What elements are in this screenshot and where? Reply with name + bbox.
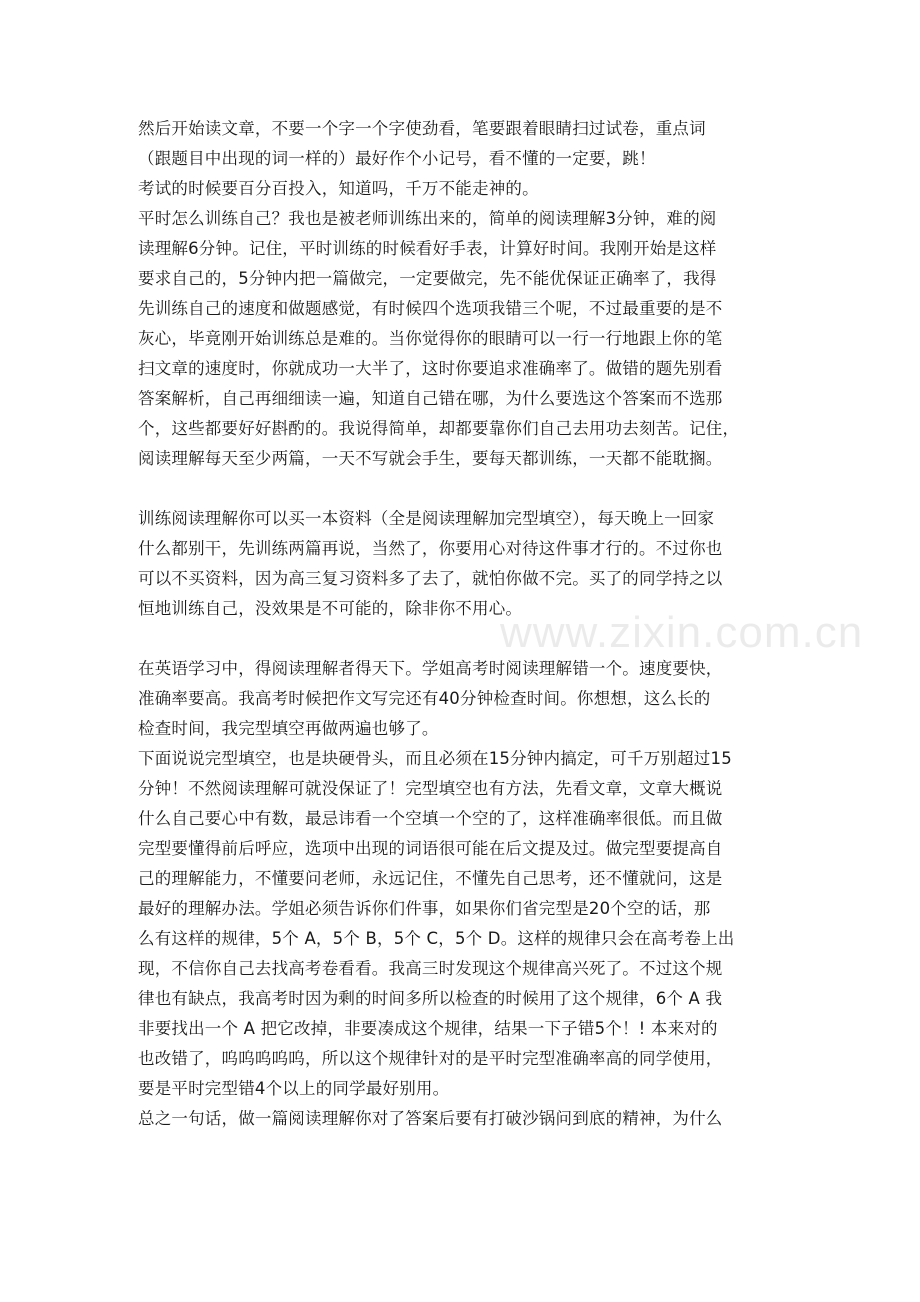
section-reading-tips: [138, 114, 786, 474]
text-line: 读理解6分钟。记住，平时训练的时候看好手表，计算好时间。我刚开始是这样: [138, 239, 717, 258]
text-line: 扫文章的速度时，你就成功一大半了，这时你要追求准确率了。做错的题先别看: [138, 359, 723, 378]
text-line: 阅读理解每天至少两篇，一天不写就会手生，要每天都训练，一天都不能耽搁。: [138, 449, 723, 468]
text-line: 要求自己的，5分钟内把一篇做完，一定要做完，先不能优保证正确率了，我得: [138, 269, 717, 288]
text-line: 训练阅读理解你可以买一本资料（全是阅读理解加完型填空），每天晚上一回家: [138, 509, 715, 528]
text-line: 答案解析，自己再细细读一遍，知道自己错在哪，为什么要选这个答案而不选那: [138, 389, 723, 408]
text-line: 律也有缺点，我高考时因为剩的时间多所以检查的时候用了这个规律，6个 A 我: [138, 989, 723, 1008]
text-line: 完型要懂得前后呼应，选项中出现的词语很可能在后文提及过。做完型要提高自: [138, 839, 723, 858]
text-line: 己的理解能力，不懂要问老师，永远记住，不懂先自己思考，还不懂就问，这是: [138, 869, 723, 888]
text-line: 什么都别干，先训练两篇再说，当然了，你要用心对待这件事才行的。不过你也: [138, 539, 723, 558]
text-line: 非要找出一个 A 把它改掉，非要凑成这个规律，结果一下子错5个！! 本来对的: [138, 1019, 718, 1038]
text-line: 先训练自己的速度和做题感觉，有时候四个选项我错三个呢，不过最重要的是不: [138, 299, 723, 318]
text-line: 平时怎么训练自己？我也是被老师训练出来的，简单的阅读理解3分钟，难的阅: [138, 209, 717, 228]
text-line: 要是平时完型错4个以上的同学最好别用。: [138, 1079, 450, 1098]
text-line: 下面说说完型填空，也是块硬骨头，而且必须在15分钟内搞定，可千万别超过15: [138, 749, 732, 768]
text-line: 最好的理解办法。学姐必须告诉你们件事，如果你们省完型是20个空的话，那: [138, 899, 711, 918]
text-line: 现，不信你自己去找高考卷看看。我高三时发现这个规律高兴死了。不过这个规: [138, 959, 723, 978]
text-line: 灰心，毕竟刚开始训练总是难的。当你觉得你的眼睛可以一行一行地跟上你的笔: [138, 329, 723, 348]
text-line: 在英语学习中，得阅读理解者得天下。学姐高考时阅读理解错一个。速度要快，: [138, 659, 723, 678]
document-body: [138, 114, 786, 1134]
text-line: 可以不买资料，因为高三复习资料多了去了，就怕你做不完。买了的同学持之以: [138, 569, 723, 588]
paragraph-gap: [138, 624, 786, 654]
text-line: 准确率要高。我高考时候把作文写完还有40分钟检查时间。你想想，这么长的: [138, 689, 711, 708]
text-line: 也改错了，呜呜呜呜呜，所以这个规律针对的是平时完型准确率高的同学使用，: [138, 1049, 723, 1068]
text-line: 总之一句话，做一篇阅读理解你对了答案后要有打破沙锅问到底的精神，为什么: [138, 1109, 723, 1128]
text-line: 什么自己要心中有数，最忌讳看一个空填一个空的了，这样准确率很低。而且做: [138, 809, 723, 828]
watermark: www.zixin.com.cn: [500, 608, 864, 657]
text-line: 恒地训练自己，没效果是不可能的，除非你不用心。: [138, 599, 523, 618]
text-line: 检查时间，我完型填空再做两遍也够了。: [138, 719, 439, 738]
text-line: 么有这样的规律，5个 A，5个 B，5个 C，5个 D。这样的规律只会在高考卷上出: [138, 929, 735, 948]
text-line: 分钟！不然阅读理解可就没保证了！完型填空也有方法，先看文章，文章大概说: [138, 779, 723, 798]
paragraph-gap: [138, 474, 786, 504]
text-line: 然后开始读文章，不要一个字一个字使劲看，笔要跟着眼睛扫过试卷，重点词: [138, 119, 706, 138]
section-practice-materials: [138, 504, 786, 624]
text-line: （跟题目中出现的词一样的）最好作个小记号，看不懂的一定要，跳！: [138, 149, 656, 168]
text-line: 个，这些都要好好斟酌的。我说得简单，却都要靠你们自己去用功去刻苦。记住，: [138, 419, 740, 438]
section-cloze-tips: [138, 654, 786, 1134]
text-line: 考试的时候要百分百投入，知道吗，千万不能走神的。: [138, 179, 539, 198]
